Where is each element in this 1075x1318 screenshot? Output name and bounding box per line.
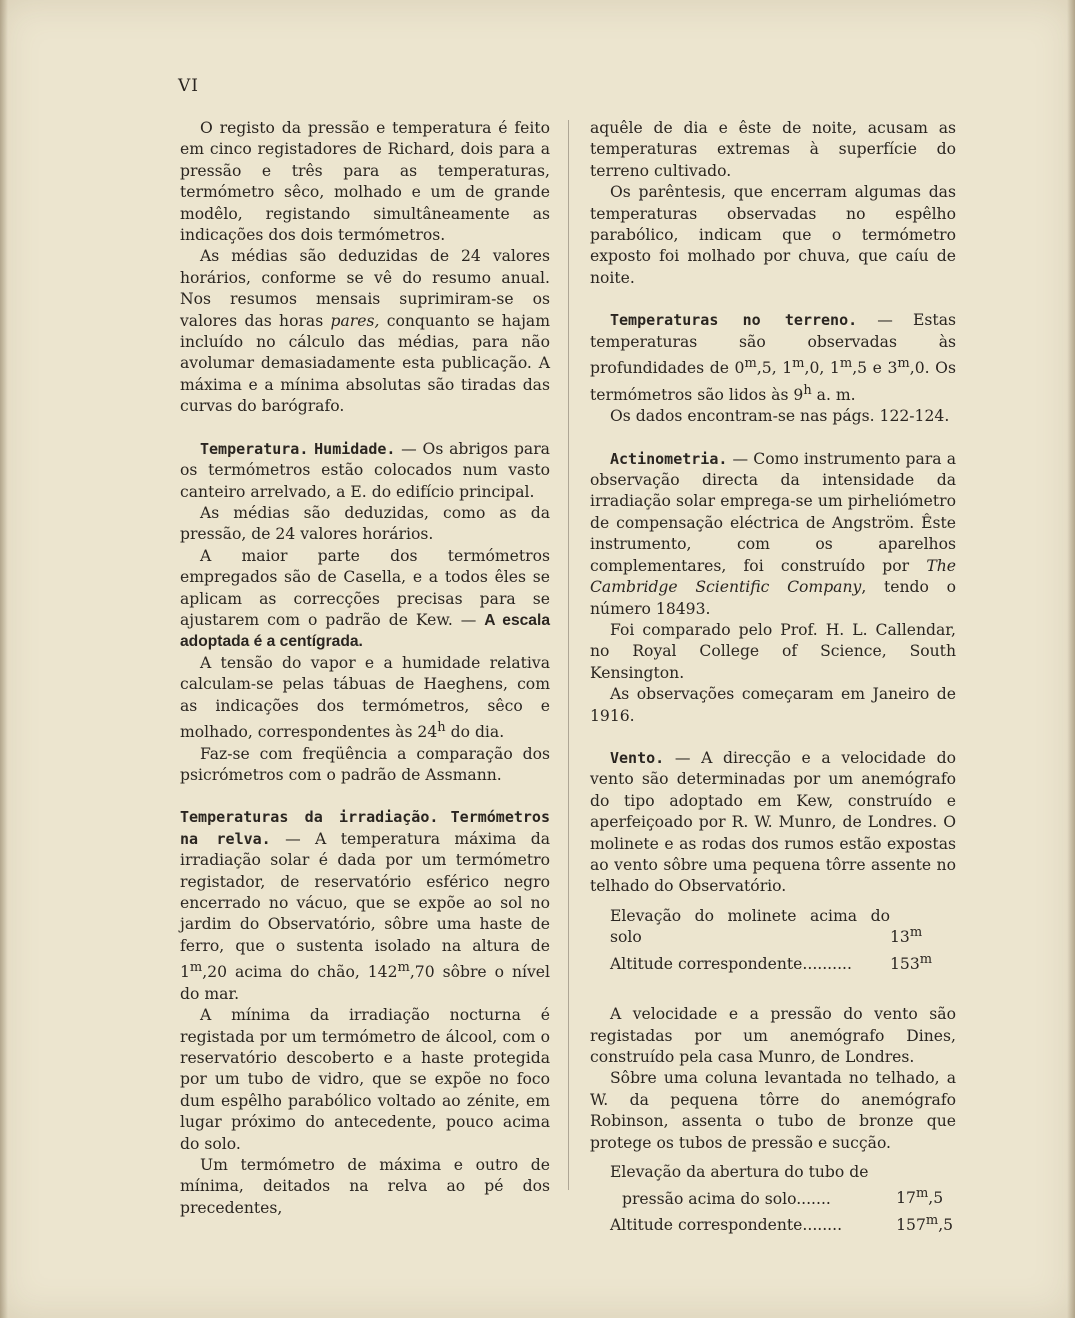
text-run: — Como instrumento para a observação directa da intensidade da irradiação solar emprega-se um pirheliómetro de compensação eléctrica de Angström. Êste instrumento, com os aparelhos complementares, foi construído por: [590, 449, 956, 575]
superscript-m: m: [189, 960, 203, 976]
spec-unit: m: [909, 925, 923, 940]
right-column: [590, 118, 956, 1245]
section-heading-temperatura: Temperatura.: [200, 439, 309, 458]
paragraph-soil-pages: Os dados encontram-se nas págs. 122-124.: [610, 407, 950, 426]
spec-row: [610, 1210, 956, 1237]
text-run: ,0, 1: [804, 359, 840, 378]
paragraph-thermometers-casella: [180, 546, 550, 653]
spec-row: [610, 906, 950, 949]
text-run: A maior parte dos termómetros empregados são de Casella, e a todos êles se aplicam as correcções precisas para se ajustarem com o padrão de Kew. —: [180, 546, 550, 629]
paragraph-dines-anemograph: A velocidade e a pressão do vento são registadas por um anemógrafo Dines, construído pela casa Munro, de Londres.: [590, 1005, 956, 1066]
left-column: [180, 118, 550, 1219]
bold-scale-note: A escala adoptada é a centígrada.: [180, 611, 550, 651]
spec-value: [896, 1210, 956, 1237]
page-edge-right: [1067, 0, 1075, 1318]
page-number: VI: [178, 76, 199, 96]
text-run: ,0. Os termómetros são lidos às 9: [590, 359, 956, 404]
column-divider: [568, 120, 569, 1190]
spec-unit: m: [919, 951, 933, 967]
spec-unit: m: [915, 1186, 929, 1202]
spec-label: Altitude correspondente..........: [610, 954, 852, 973]
text-run: a. m.: [811, 385, 856, 404]
spec-value: [890, 949, 950, 976]
spec-row: [610, 1183, 956, 1210]
spec-label: pressão acima do solo.......: [622, 1189, 831, 1208]
section-heading-actinometria: Actinometria.: [610, 449, 728, 468]
superscript-m: m: [397, 960, 410, 976]
superscript-m: m: [792, 356, 805, 372]
text-run: ,70 sôbre o nível do mar.: [180, 963, 550, 1003]
text-run: ,5 e 3: [852, 359, 898, 378]
paragraph-soil-temperatures: [590, 310, 956, 406]
paragraph-wind: [590, 748, 956, 898]
paragraph-observations-start: As observações começaram em Janeiro de 1916.: [590, 685, 956, 725]
spec-row: [610, 949, 950, 976]
spec-decimal: ,5: [938, 1216, 954, 1235]
section-heading-vento: Vento.: [610, 748, 665, 767]
spec-number: 17: [896, 1189, 916, 1208]
paragraph-nocturnal-minimum: A mínima da irradiação nocturna é registada por um termómetro de álcool, com o reservatório descoberto e a haste protegida por um tubo de vidro, que se expõe no foco dum espêlho parabólico voltado ao zénite, em lugar próximo do antecedente, pouco acima do solo.: [180, 1006, 550, 1153]
section-heading-terreno: Temperaturas no terreno.: [610, 311, 858, 330]
paragraph-grass-thermometers: Um termómetro de máxima e outro de mínima, deitados na relva ao pé dos precedentes,: [180, 1156, 550, 1217]
paragraph-temperature-heading: [180, 439, 550, 503]
text-run: — A temperatura máxima da irradiação solar é dada por um termómetro registador, de reservatório esférico negro encerrado no vácuo, que se expõe ao sol no jardim do Observatório, sôbre uma haste de ferro, que o sustenta isolado na altura de 1: [180, 829, 550, 982]
section-heading-humidade: Humidade.: [314, 439, 396, 458]
paragraph-vapour-tension: [180, 653, 550, 744]
text-run: — A direcção e a velocidade do vento são determinadas por um anemógrafo do tipo adoptado em Kew, construído e aperfeiçoado por R. W. Munro, de Londres. O molinete e as rodas dos rumos estão expostas ao vento sôbre uma pequena tôrre assente no telhado do Observatório.: [590, 748, 956, 896]
spec-value: [896, 1183, 956, 1210]
text-run: do dia.: [445, 723, 505, 742]
superscript-m: m: [744, 356, 757, 372]
text-run: A tensão do vapor e a humidade relativa calculam-se pelas tábuas de Haeghens, com as indicações dos termómetros, sêco e molhado, correspondentes às 24: [180, 653, 550, 742]
spec-label: Elevação da abertura do tubo de: [610, 1163, 869, 1182]
section-heading-irradiacao: Temperaturas da irradiação.: [180, 808, 439, 827]
emphasis-company: The Cambridge Scientific Company: [590, 556, 956, 597]
section-heading-relva: Termómetros na relva.: [180, 808, 550, 848]
paragraph-bronze-tube: Sôbre uma coluna levantada no telhado, a W. da pequena tôrre do anemógrafo Robinson, assenta o tubo de bronze que protege os tubos de pressão e sucção.: [590, 1069, 956, 1152]
text-run: conquanto se hajam incluído no cálculo das médias, para não avolumar demasiadamente esta publicação. A máxima e a mínima absolutas são tiradas das curvas do barógrafo.: [180, 311, 550, 416]
paragraph-irradiation-heading: [180, 807, 550, 1005]
spec-number: 13: [890, 928, 910, 947]
paragraph-actinometry: [590, 449, 956, 620]
paragraph-psychrometer-comparison: Faz-se com freqüência a comparação dos psicrómetros com o padrão de Assmann.: [180, 744, 550, 784]
text-run: — Estas temperaturas são observadas às profundidades de 0: [590, 311, 956, 378]
text-run: ,5, 1: [756, 359, 793, 378]
paragraph-temperature-averages: As médias são deduzidas, como as da pressão, de 24 valores horários.: [180, 503, 550, 544]
text-run: As médias são deduzidas de 24 valores horários, conforme se vê do resumo anual. Nos resumos mensais suprimiram-se os valores das horas: [180, 247, 550, 330]
superscript-h: h: [803, 382, 812, 398]
paragraph-parentheses-note: Os parêntesis, que encerram algumas das temperaturas observadas no espêlho parabólico, indicam que o termómetro exposto foi molhado por chuva, que caíu de noite.: [590, 183, 956, 287]
paragraph-pressure-averages: [180, 246, 550, 417]
spec-number: 157: [896, 1216, 926, 1235]
spec-label: Altitude correspondente........: [610, 1216, 843, 1235]
spec-decimal: ,5: [928, 1189, 944, 1208]
spec-unit: m: [925, 1213, 939, 1229]
text-run: — Os abrigos para os termómetros estão colocados num vasto canteiro arrelvado, a E. do edifício principal.: [180, 439, 550, 501]
superscript-m: m: [839, 356, 853, 372]
spec-number: 153: [890, 954, 920, 973]
text-run: ,20 acima do chão, 142: [202, 963, 398, 982]
emphasis-pares: pares,: [330, 311, 380, 330]
spec-row: [610, 1162, 956, 1183]
spec-table-tube: [610, 1162, 956, 1237]
spec-value: [890, 906, 950, 949]
paragraph-surface-extremes: aquêle de dia e êste de noite, acusam as temperaturas extremas à superfície do terreno cultivado.: [590, 119, 956, 180]
spec-table-molinete: [610, 906, 950, 975]
page-edge-left: [0, 0, 8, 1318]
paragraph-callendar-comparison: Foi comparado pelo Prof. H. L. Callendar, no Royal College of Science, South Kensington.: [590, 620, 956, 682]
superscript-m: m: [897, 356, 910, 372]
text-run: , tendo o número 18493.: [590, 578, 956, 618]
paragraph-pressure-recording: O registo da pressão e temperatura é feito em cinco registadores de Richard, dois para a pressão e três para as temperaturas, termómetro sêco, molhado e um de grande modêlo, registando simultâneamente as indicações dos dois termómetros.: [180, 119, 550, 245]
spec-label: Elevação do molinete acima do solo: [610, 906, 890, 947]
spec-value: [896, 1162, 956, 1183]
superscript-h: h: [437, 719, 446, 735]
